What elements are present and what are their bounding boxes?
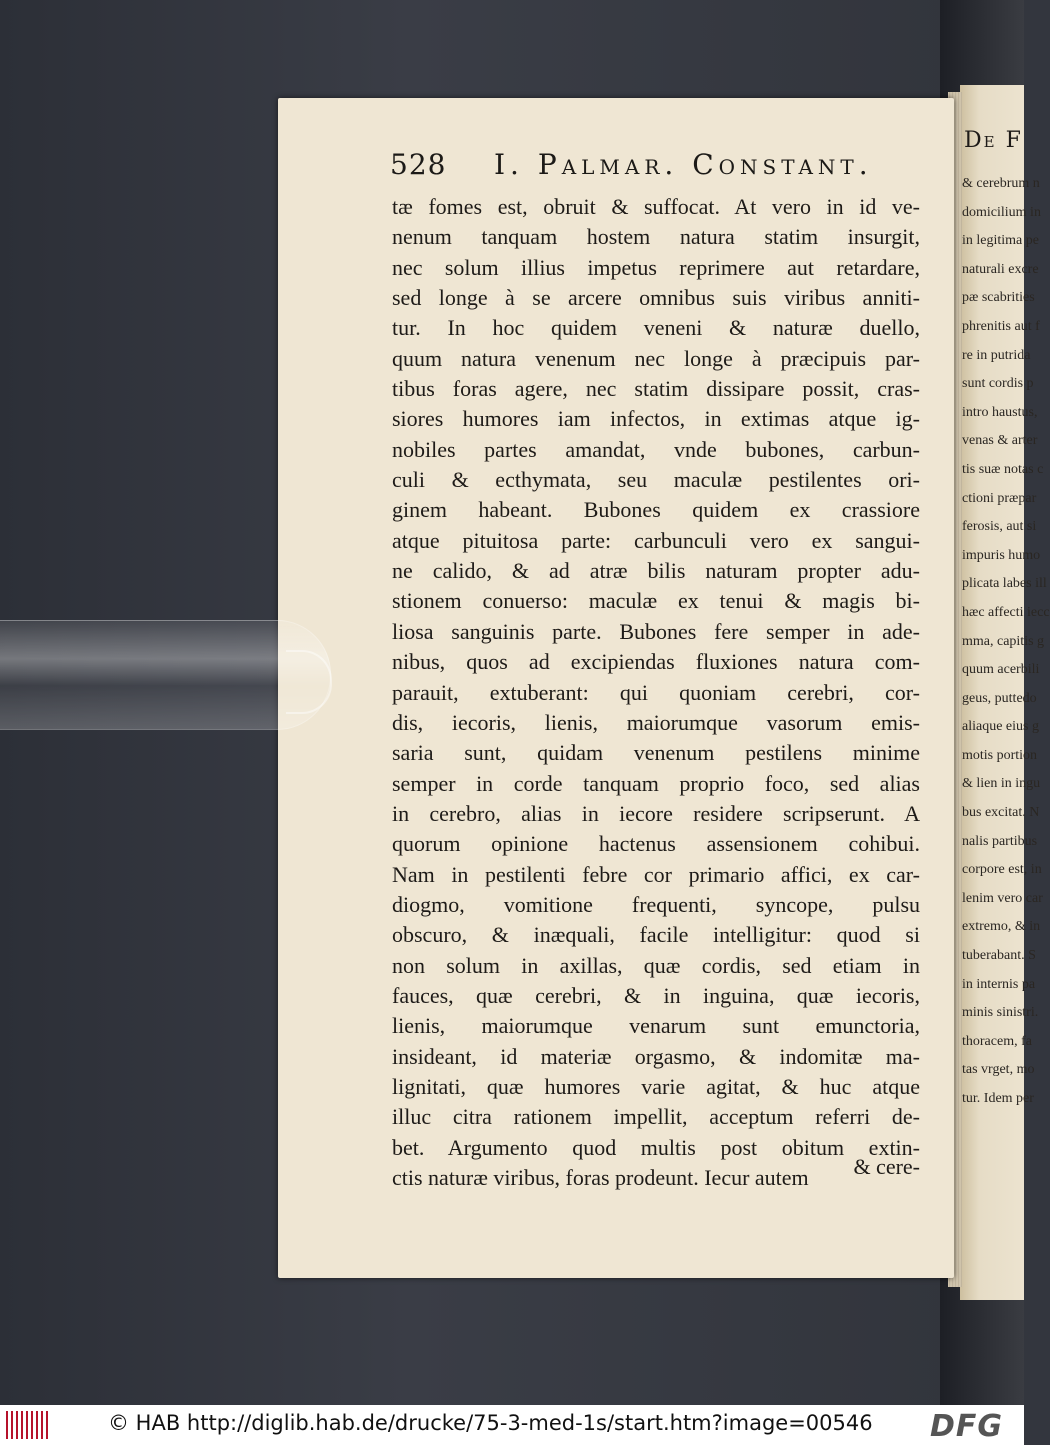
text-line: culi & ecthymata, seu maculæ pestilentes ori- — [392, 467, 920, 493]
barcode-icon — [6, 1411, 48, 1439]
facing-text-line: quum acerbili — [962, 662, 1040, 678]
facing-text-line: phrenitis aut f — [962, 318, 1040, 334]
text-line: illuc citra rationem impellit, acceptum referri de- — [392, 1104, 920, 1130]
facing-text-line: pæ scabrities — [962, 290, 1035, 306]
text-line: tæ fomes est, obruit & suffocat. At vero in id ve- — [392, 194, 920, 219]
facing-text-line: naturali excre — [962, 261, 1039, 277]
facing-text-line: & cerebrum n — [962, 176, 1040, 191]
dfg-logo: DFG — [930, 1409, 1004, 1444]
facing-page-running-head: De F — [964, 128, 1023, 153]
facing-text-line: & lien in ingu — [962, 776, 1041, 792]
text-line: insideant, id materiæ orgasmo, & indomitæ ma- — [392, 1043, 920, 1069]
text-line: sed longe à se arcere omnibus suis viribus anniti- — [392, 285, 920, 311]
facing-text-line: intro haustus, — [962, 404, 1038, 420]
citation-link[interactable]: © HAB http://diglib.hab.de/drucke/75-3-med-1s/start.htm?image=00546 — [108, 1411, 873, 1435]
facing-text-line: sunt cordis p — [962, 376, 1034, 392]
catchword: & cere- — [853, 1154, 920, 1179]
viewer-footer — [0, 1405, 1024, 1445]
text-line: tibus foras agere, nec statim dissipare possit, cras- — [392, 376, 920, 402]
facing-text-line: corpore est, in — [962, 862, 1042, 878]
text-line: parauit, extuberant: qui quoniam cerebri, cor- — [392, 679, 920, 705]
facing-text-line: tur. Idem per — [962, 1091, 1034, 1106]
text-line: ginem habeant. Bubones quidem ex crassiore — [392, 497, 920, 523]
text-line: nec solum illius impetus reprimere aut retardare, — [392, 254, 920, 280]
facing-text-line: in legitima pe — [962, 233, 1039, 249]
facing-text-line: venas & arter — [962, 433, 1038, 449]
facing-text-line: impuris humo — [962, 547, 1041, 563]
text-line: nibus, quos ad excipiendas fluxiones natura com- — [392, 649, 920, 675]
text-line: Nam in pestilenti febre cor primario affici, ex car- — [392, 861, 920, 887]
facing-text-line: lenim vero car — [962, 890, 1043, 906]
text-line: in cerebro, alias in iecore residere scripserunt. A — [392, 800, 920, 826]
facing-text-line: motis portion — [962, 747, 1038, 763]
body-text — [392, 192, 920, 1193]
text-line: semper in corde tanquam proprio foco, sed alias — [392, 770, 920, 796]
facing-page-text — [960, 170, 1050, 1114]
text-line: bet. Argumento quod multis post obitum extin- — [392, 1134, 920, 1160]
facing-text-line: minis sinistri. — [962, 1005, 1039, 1021]
glass-finger-holder — [0, 620, 331, 730]
facing-text-line: bus excitat. N — [962, 805, 1040, 821]
text-line: quorum opinione hactenus assensionem cohibui. — [392, 831, 920, 857]
running-head: I. Palmar. Constant. — [494, 148, 873, 181]
text-line: diogmo, vomitione frequenti, syncope, pulsu — [392, 891, 920, 917]
text-line: liosa sanguinis parte. Bubones fere semper in ade- — [392, 618, 920, 644]
text-line: obscuro, & inæquali, facile intelligitur: quod si — [392, 922, 920, 948]
text-line: ne calido, & ad atræ bilis naturam propter adu- — [392, 558, 920, 584]
text-line: nobiles partes amandat, vnde bubones, carbun- — [392, 436, 920, 462]
text-line: saria sunt, quidam venenum pestilens minime — [392, 740, 920, 766]
facing-text-line: ctioni præpar — [962, 490, 1037, 506]
facing-text-line: nalis partibus — [962, 833, 1038, 849]
facing-text-line: hæc affecti iecc — [962, 604, 1050, 620]
text-line: lienis, maiorumque venarum sunt emunctoria, — [392, 1013, 920, 1039]
text-line: tur. In hoc quidem veneni & naturæ duello, — [392, 315, 920, 341]
text-line: dis, iecoris, lienis, maiorumque vasorum emis- — [392, 709, 920, 735]
text-line: atque pituitosa parte: carbunculi vero ex sangui- — [392, 527, 920, 553]
text-line: ctis naturæ viribus, foras prodeunt. Iecur autem — [392, 1165, 809, 1190]
facing-text-line: ferosis, aut si — [962, 519, 1037, 535]
text-line: fauces, quæ cerebri, & in inguina, quæ iecoris, — [392, 982, 920, 1008]
text-line: lignitati, quæ humores varie agitat, & huc atque — [392, 1073, 920, 1099]
page-header — [390, 148, 930, 186]
text-line: quum natura venenum nec longe à præcipuis par- — [392, 345, 920, 371]
facing-text-line: tas vrget, mo — [962, 1062, 1035, 1078]
facing-text-line: plicata labes ill — [962, 576, 1047, 592]
facing-text-line: extremo, & in — [962, 919, 1041, 935]
facing-text-line: tis suæ notas c — [962, 461, 1044, 477]
text-line: siores humores iam infectos, in extimas atque ig- — [392, 406, 920, 432]
text-line: non solum in axillas, quæ cordis, sed etiam in — [392, 952, 920, 978]
facing-text-line: mma, capitis g — [962, 633, 1045, 649]
facing-text-line: in internis pa — [962, 976, 1036, 992]
text-line: stionem conuerso: maculæ ex tenui & magis bi- — [392, 588, 920, 614]
facing-text-line: geus, puttedo — [962, 690, 1037, 706]
facing-text-line: re in putrida — [962, 347, 1031, 363]
text-line: nenum tanquam hostem natura statim insurgit, — [392, 224, 920, 250]
facing-text-line: tuberabant. S — [962, 948, 1036, 964]
facing-text-line: thoracem, fa — [962, 1033, 1032, 1049]
facing-text-line: aliaque eius g — [962, 719, 1039, 735]
page-number: 528 — [390, 148, 447, 181]
facing-text-line: domicilium in — [962, 204, 1041, 220]
